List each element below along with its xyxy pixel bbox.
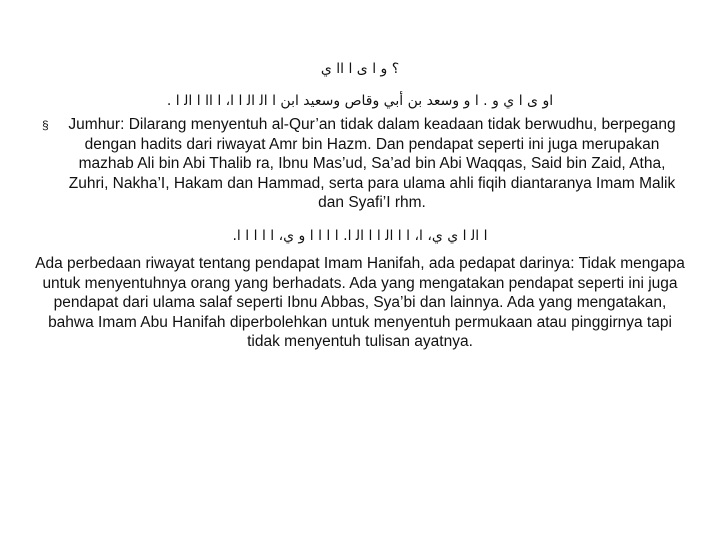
arabic-text-line: ا اﻟ ا ي ي، ا، ا ا اﻟ ا ا اﻟ ا. ا ا ا ا و ي، ا ا ا ا ا. bbox=[232, 228, 488, 244]
arabic-heading-line: ؟ و ا ى ا اا ي bbox=[320, 61, 400, 77]
arabic-text-line: او ى ا ي و . ا و وسعد بن أبي وقاص وسعيد ابن ا اﻟ اﻟ ا ا، ا اا ا اﻟ ا . bbox=[166, 93, 554, 109]
bullet-item bbox=[42, 115, 682, 213]
bullet-square-icon: § bbox=[42, 118, 49, 132]
bullet-text: Jumhur: Dilarang menyentuh al-Qur’an tidak dalam keadaan tidak berwudhu, berpegang dengan hadits dari riwayat Amr bin Hazm. Dan pendapat seperti ini juga merupakan mazhab Ali bin Abi Thalib ra, Ibnu Mas’ud, Sa’ad bin Abi Waqqas, Said bin Zaid, Atha, Zuhri, Nakha’I, Hakam dan Hammad, serta para ulama ahli fiqih diantaranya Imam Malik dan Syafi’I rhm. bbox=[68, 116, 676, 211]
body-paragraph: Ada perbedaan riwayat tentang pendapat Imam Hanifah, ada pedapat darinya: Tidak mengapa untuk menyentuhnya orang yang berhadats. Ada yang mengatakan pendapat seperti ini juga pendapat dari ulama salaf seperti Ibnu Abbas, Sya’bi dan lainnya. Ada yang mengatakan, bahwa Imam Abu Hanifah diperbolehkan untuk menyentuh permukaan atau pinggirnya tapi tidak menyentuh tulisan ayatnya. bbox=[35, 255, 685, 350]
